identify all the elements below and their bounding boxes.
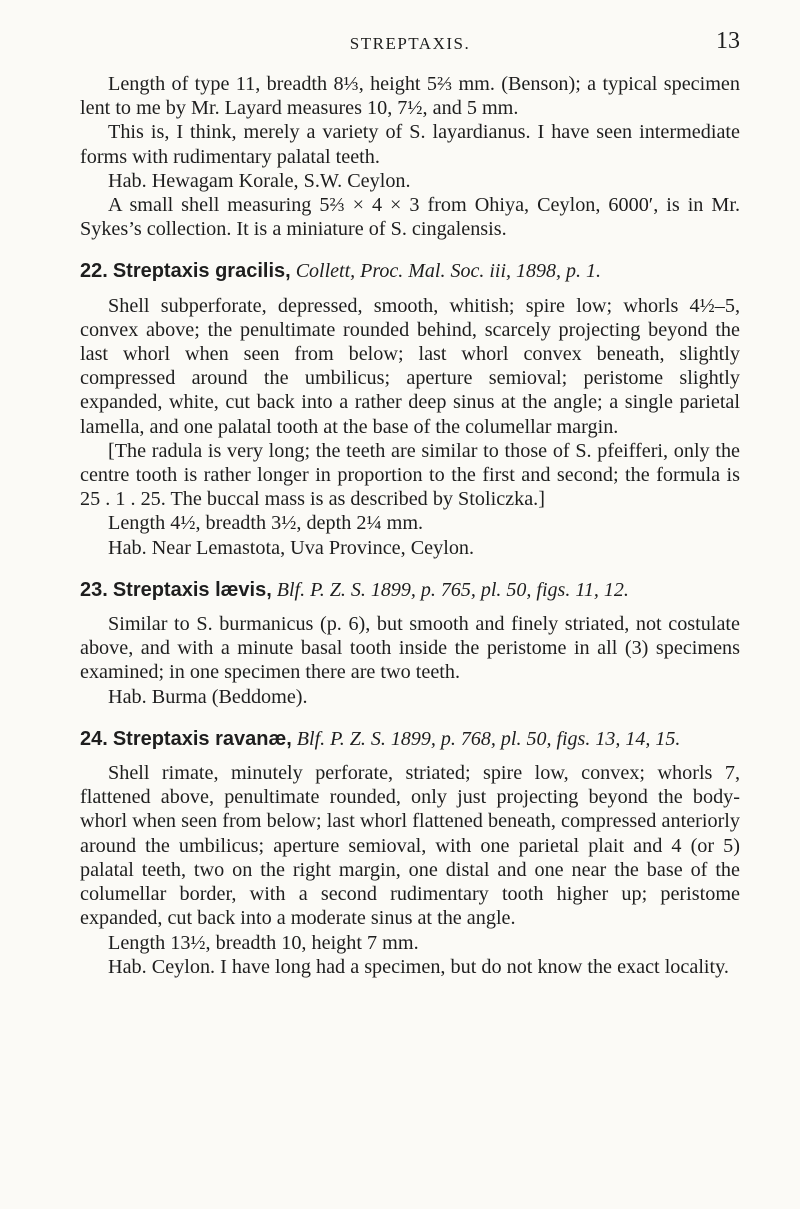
page-header [80, 28, 740, 58]
paragraph-habitat: Hab. Hewagam Korale, S.W. Ceylon. [108, 169, 411, 192]
species-description: Shell subperforate, depressed, smooth, whitish; spire low; whorls 4½–5, convex above; the penultimate rounded behind, scarcely projecting beyond the last whorl when seen from below; last whorl convex beneath, slightly compressed around the umbilicus; aperture semioval; peristome slightly expanded, white, cut back into a rather deep sinus at the angle; a single parietal lamella, and one palatal tooth at the base of the columellar margin. [80, 294, 740, 438]
species-heading-23 [80, 578, 740, 602]
species-name: Streptaxis gracilis, [112, 260, 291, 283]
species-citation: Blf. P. Z. S. 1899, p. 765, pl. 50, figs. 11, 12. [276, 578, 629, 601]
species-habitat: Hab. Ceylon. I have long had a specimen, but do not know the exact locality. [108, 955, 729, 978]
paragraph-variety-note: This is, I think, merely a variety of S. layardianus. I have seen intermediate forms with rudimentary palatal teeth. [80, 121, 740, 168]
species-habitat: Hab. Burma (Beddome). [108, 685, 308, 708]
page-body [80, 72, 740, 979]
species-number: 24. [80, 727, 108, 750]
species-measurements: Length 13½, breadth 10, height 7 mm. [108, 931, 419, 954]
species-number: 22. [80, 260, 108, 283]
species-citation: Collett, Proc. Mal. Soc. iii, 1898, p. 1. [295, 260, 602, 283]
species-number: 23. [80, 578, 108, 601]
page-number: 13 [716, 28, 740, 54]
species-name: Streptaxis ravanæ, [112, 727, 292, 750]
species-measurements: Length 4½, breadth 3½, depth 2¼ mm. [108, 512, 424, 535]
paragraph-small-shell: A small shell measuring 5⅔ × 4 × 3 from Ohiya, Ceylon, 6000′, is in Mr. Sykes’s collection. It is a miniature of S. cingalensis. [80, 194, 740, 241]
running-head: STREPTAXIS. [349, 34, 471, 53]
species-heading-24 [80, 727, 740, 751]
species-habitat: Hab. Near Lemastota, Uva Province, Ceylon. [108, 536, 475, 559]
species-description: Shell rimate, minutely perforate, striated; spire low, convex; whorls 7, flattened above, penultimate rounded, only just projecting beyond the body-whorl when seen from below; last whorl flattened beneath, compressed anteriorly around the umbilicus; aperture semioval, with one parietal plait and 4 (or 5) palatal teeth, two on the right margin, one distal and one near the base of the columellar border, with a second rudimentary tooth higher up; peristome expanded, cut back into a moderate sinus at the angle. [80, 762, 740, 930]
species-radula-note: [The radula is very long; the teeth are similar to those of S. pfeifferi, only the centre tooth is rather longer in proportion to the first and second; the formula is 25 . 1 . 25. The buccal mass is as described by Stoliczka.] [80, 439, 740, 511]
species-heading-22 [80, 259, 740, 283]
paragraph-type-measurements: Length of type 11, breadth 8⅓, height 5⅔ mm. (Benson); a typical specimen lent to me by Mr. Layard measures 10, 7½, and 5 mm. [80, 73, 740, 120]
species-citation: Blf. P. Z. S. 1899, p. 768, pl. 50, figs. 13, 14, 15. [296, 727, 681, 750]
species-description: Similar to S. burmanicus (p. 6), but smooth and finely striated, not costulate above, and with a minute basal tooth inside the peristome in all (3) specimens examined; in one specimen there are two teeth. [80, 613, 740, 684]
species-name: Streptaxis lævis, [112, 578, 272, 601]
